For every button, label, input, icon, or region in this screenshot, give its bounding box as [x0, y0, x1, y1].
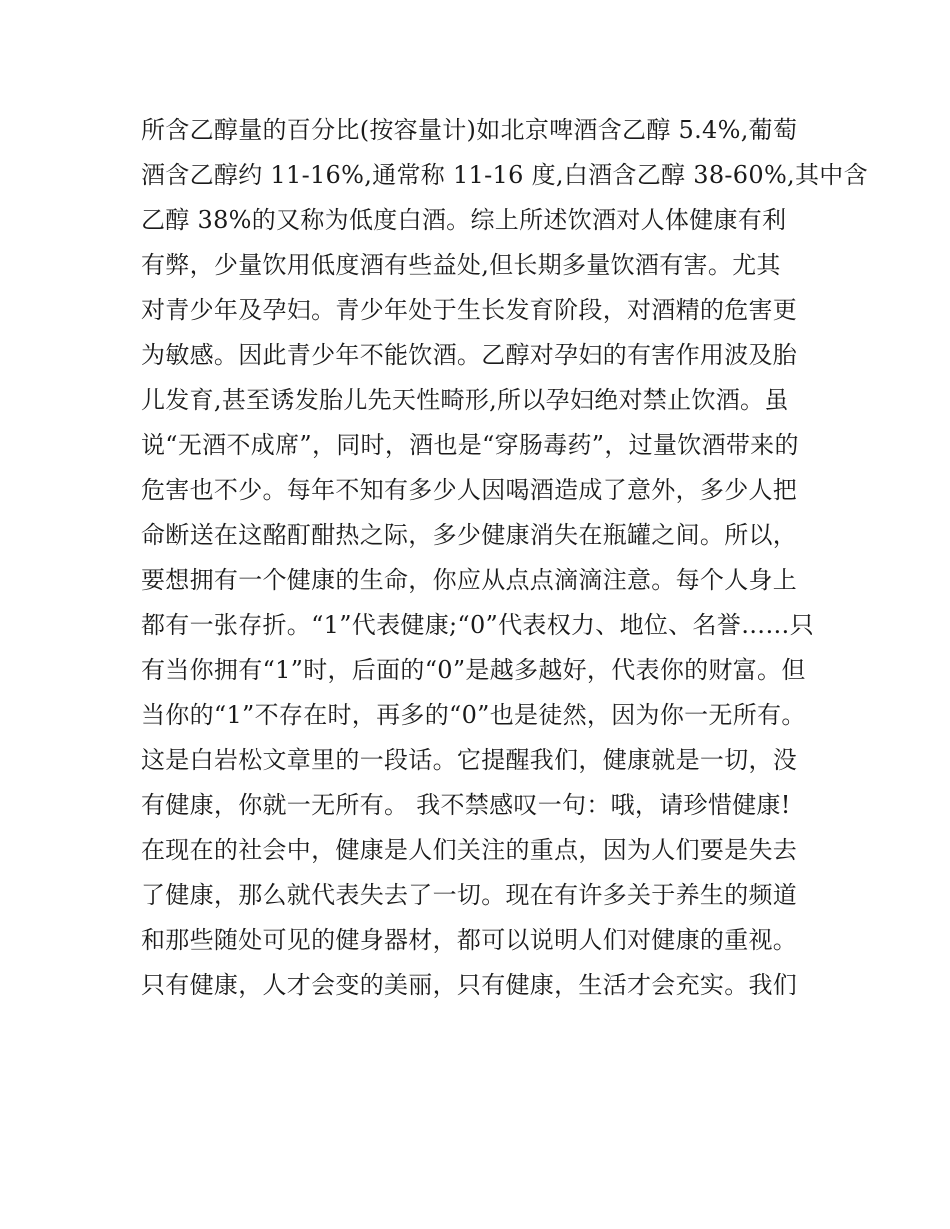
text-line: 这是白岩松文章里的一段话。它提醒我们，健康就是一切，没	[141, 746, 798, 774]
text-line: 和那些随处可见的健身器材，都可以说明人们对健康的重视。	[141, 926, 798, 954]
text-line: 为敏感。因此青少年不能饮酒。乙醇对孕妇的有害作用波及胎	[141, 341, 798, 369]
text-line: 有当你拥有“1”时，后面的“0”是越多越好，代表你的财富。但	[141, 656, 806, 684]
text-line: 酒含乙醇约 11-16%,通常称 11-16 度,白酒含乙醇 38-60%,其中含	[141, 161, 868, 189]
text-line: 在现在的社会中，健康是人们关注的重点，因为人们要是失去	[141, 836, 798, 864]
text-line: 都有一张存折。“1”代表健康;“0”代表权力、地位、名誉……只	[141, 611, 815, 639]
text-line: 所含乙醇量的百分比(按容量计)如北京啤酒含乙醇 5.4%,葡萄	[141, 116, 798, 144]
text-line: 对青少年及孕妇。青少年处于生长发育阶段，对酒精的危害更	[141, 296, 798, 324]
text-line: 儿发育,甚至诱发胎儿先天性畸形,所以孕妇绝对禁止饮酒。虽	[141, 386, 789, 414]
text-line: 危害也不少。每年不知有多少人因喝酒造成了意外，多少人把	[141, 476, 798, 504]
text-line: 当你的“1”不存在时，再多的“0”也是徒然，因为你一无所有。	[141, 701, 806, 729]
text-line: 乙醇 38%的又称为低度白酒。综上所述饮酒对人体健康有利	[141, 206, 787, 234]
text-line: 命断送在这酩酊酣热之际，多少健康消失在瓶罐之间。所以，	[141, 521, 798, 549]
text-line: 要想拥有一个健康的生命，你应从点点滴滴注意。每个人身上	[141, 566, 798, 594]
text-line: 只有健康，人才会变的美丽，只有健康，生活才会充实。我们	[141, 971, 798, 999]
body-text	[141, 108, 868, 1008]
text-line: 有健康，你就一无所有。 我不禁感叹一句：哦，请珍惜健康!	[141, 791, 791, 819]
text-line: 了健康，那么就代表失去了一切。现在有许多关于养生的频道	[141, 881, 798, 909]
text-line: 有弊，少量饮用低度酒有些益处,但长期多量饮酒有害。尤其	[141, 251, 781, 279]
text-line: 说“无酒不成席”，同时，酒也是“穿肠毒药”，过量饮酒带来的	[141, 431, 799, 459]
